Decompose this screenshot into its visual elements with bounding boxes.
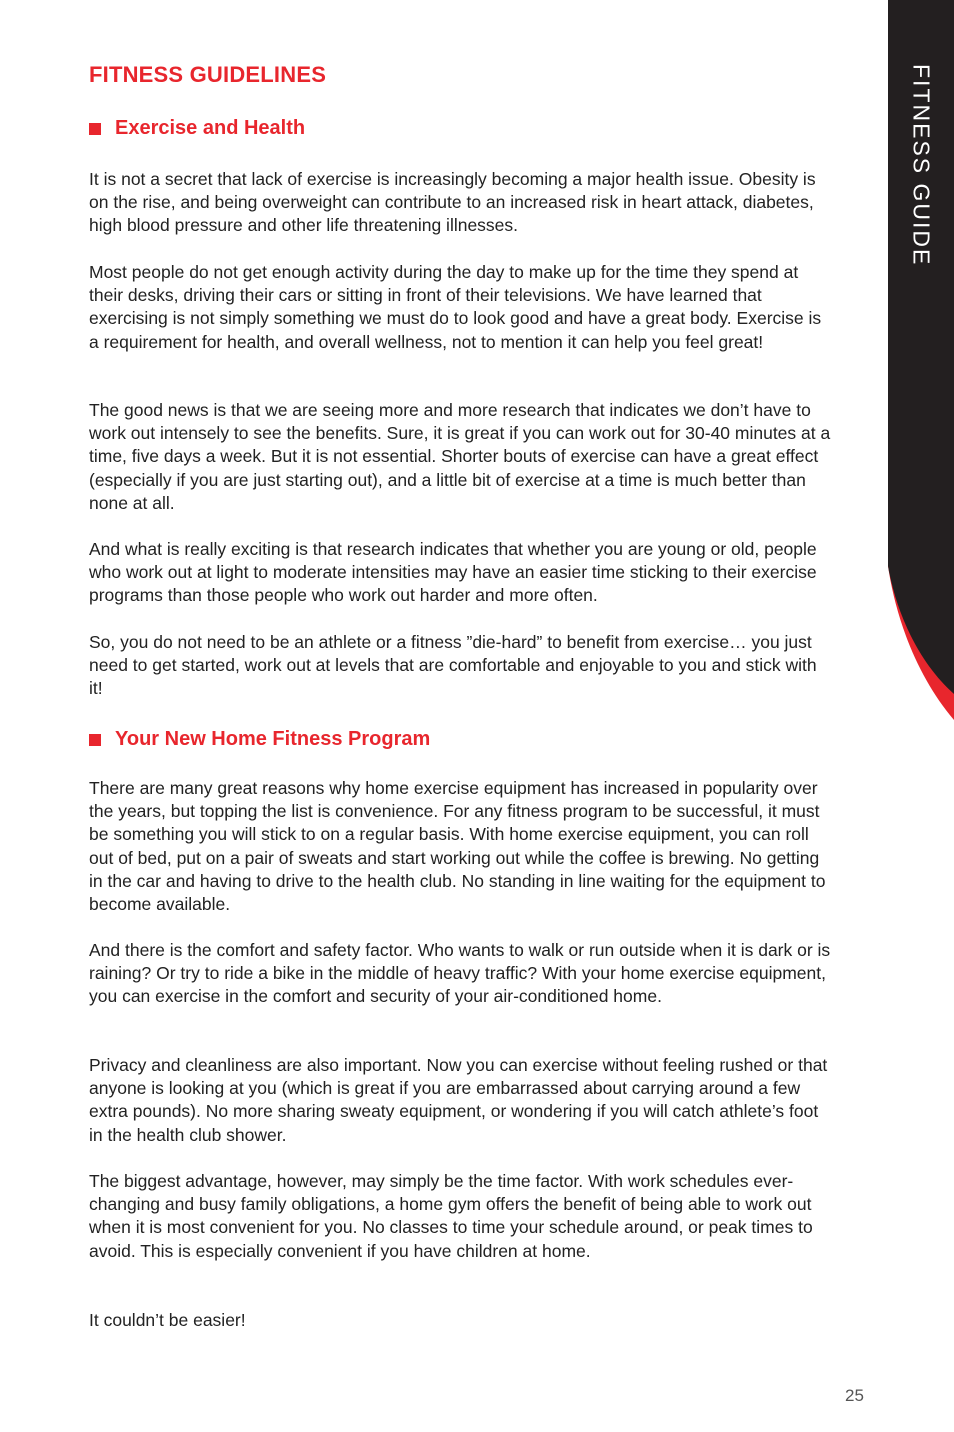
section-heading-exercise-and-health [89, 117, 305, 140]
paragraph: The good news is that we are seeing more and more research that indicates we don’t have to work out intensely to see the benefits. Sure, it is great if you can work out for 30-40 minutes at a time, five days a week. But it is not essential. Shorter bouts of exercise can have a great effect (especially if you are just starting out), and a little bit of exercise at a time is much better than none at all. [89, 400, 831, 513]
side-tab-label: FITNESS GUIDE [908, 64, 935, 267]
square-bullet-icon [89, 734, 101, 746]
paragraph: The biggest advantage, however, may simply be the time factor. With work schedules ever-changing and busy family obligations, a home gym offers the benefit of being able to work out when it is most convenient for you. No classes to time your schedule around, or peak times to avoid. This is especially convenient if you have children at home. [89, 1171, 813, 1261]
section-heading-text: Exercise and Health [115, 117, 306, 139]
paragraph: So, you do not need to be an athlete or a fitness ”die-hard” to benefit from exercise… you just need to get started, work out at levels that are comfortable and enjoyable to you and stick with it! [89, 632, 817, 699]
square-bullet-icon [89, 123, 101, 135]
paragraph: Most people do not get enough activity during the day to make up for the time they spend at their desks, driving their cars or sitting in front of their televisions. We have learned that exercising is not simply something we must do to look good and have a great body. Exercise is a requirement for health, and overall wellness, not to mention it can help you feel great! [89, 262, 822, 352]
section-heading-your-new-home-fitness-program [89, 728, 430, 751]
page-title: FITNESS GUIDELINES [89, 62, 327, 87]
paragraph: There are many great reasons why home exercise equipment has increased in popularity over the years, but topping the list is convenience. For any fitness program to be successful, it must be something you will stick to on a regular basis. With home exercise equipment, you can roll out of bed, put on a pair of sweats and start working out while the coffee is brewing. No getting in the car and having to drive to the health club. No standing in line waiting for the equipment to become available. [89, 778, 826, 915]
side-tab [888, 0, 954, 720]
page-number: 25 [845, 1386, 864, 1405]
paragraph: And there is the comfort and safety factor. Who wants to walk or run outside when it is dark or is raining? Or try to ride a bike in the middle of heavy traffic? With your home exercise equipment, you can exercise in the comfort and security of your air-conditioned home. [89, 940, 831, 1007]
paragraph: It couldn’t be easier! [89, 1310, 246, 1330]
section-heading-text: Your New Home Fitness Program [115, 728, 431, 750]
paragraph: Privacy and cleanliness are also important. Now you can exercise without feeling rushed or that anyone is looking at you (which is great if you are embarrassed about carrying around a few extra pounds). No more sharing sweaty equipment, or wondering if you will catch athlete’s foot in the health club shower. [89, 1055, 828, 1145]
paragraph: It is not a secret that lack of exercise is increasingly becoming a major health issue. Obesity is on the rise, and being overweight can contribute to an increased risk in heart attack, diabetes, high blood pressure and other life threatening illnesses. [89, 169, 816, 236]
paragraph: And what is really exciting is that research indicates that whether you are young or old, people who work out at light to moderate intensities may have an easier time sticking to their exercise programs than those people who work out harder and more often. [89, 539, 817, 606]
